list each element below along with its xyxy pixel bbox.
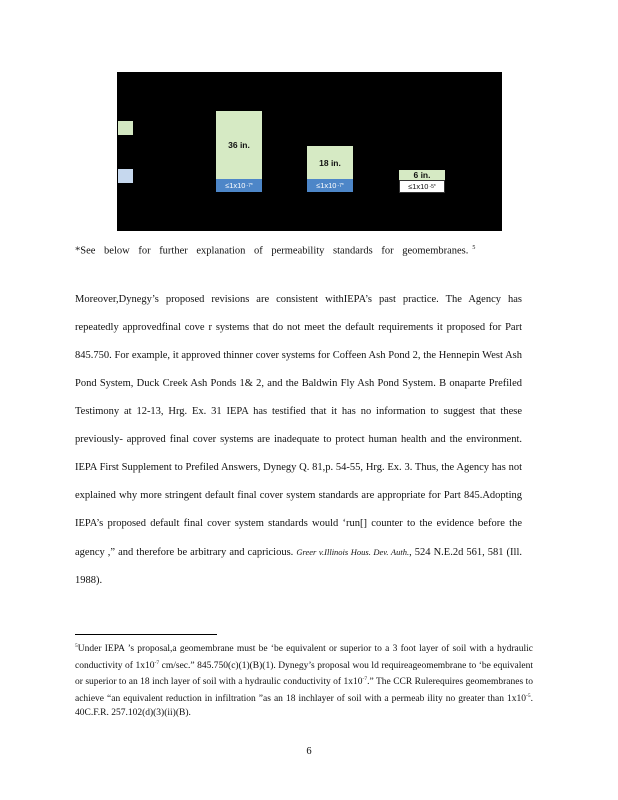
liner-label: ≤1x10 -7* xyxy=(216,179,262,192)
page-number: 6 xyxy=(306,746,312,757)
body-paragraph: Moreover,Dynegy’s proposed revisions are consistent withIEPA’s past practice. The Agency has repeatedly approvedfinal cove r systems that do not meet the default requirements it proposed for Part 845.750. For example, it approved thinner cover systems for Coffeen Ash Pond 2, the Hennepin West Ash Pond System, Duck Creek Ash Ponds 1& 2, and the Baldwin Fly Ash Pond System. B onaparte Prefiled Testimony at 12-13, Hrg. Ex. 31 IEPA has testified that it has no information to suggest that these previously- approved final cover systems are inadequate to protect human health and the environment. IEPA First Supplement to Prefiled Answers, Dynegy Q. 81,p. 54-55, Hrg. Ex. 3. Thus, the Agency has not explained why more stringent default final cover system standards are appropriate for Part 845.Adopting IEPA’s proposed default final cover system standards would ‘run[] counter to the evidence before the agency ,” and therefore be arbitrary and capricious. Greer v.Illinois Hous. Dev. Auth., 524 N.E.2d 561, 581 (Ill. 1988). xyxy=(75,294,523,586)
footnote-divider xyxy=(75,634,217,635)
legend-soil-swatch xyxy=(118,121,133,135)
footnote: $^5$Under IEPA ’s proposal,a geomembrane must be ‘be equivalent or superior to a 3 foot layer of soil with a hydraulic conductivity of $1x10^{-7}$ cm/sec.” 845.750(c)(1)(B)(1). Dynegy’s proposal wou ld requireageomembrane to ‘be equivalent or superior to an 18 inch layer of soil with a hydraulic conductivity of $1x10^{-7}$.” The CCR Rulerequires geomembranes to achieve “an equivalent reduction in infiltration ”as an 18 inchlayer of soil with a permeab ility no greater than $1x10^{-5}$. 40C.F.R. 257.102(d)(3)(ii)(B). xyxy=(75,643,533,718)
soil-layer-label: 6 in. xyxy=(399,170,445,180)
case-citation: Greer v.Illinois Hous. Dev. Auth. xyxy=(296,547,410,557)
bar-6-in xyxy=(399,170,445,193)
footnote-marker: 5 xyxy=(75,643,78,649)
cover-system-figure xyxy=(117,72,502,231)
bar-18-in xyxy=(307,146,353,192)
footnote-reference: 5 xyxy=(472,245,476,251)
soil-layer-label: 36 in. xyxy=(216,111,262,179)
figure-caption: *See below for further explanation of permeability standards for geomembranes. $^5$ xyxy=(75,245,476,257)
liner-label: ≤1x10 -7* xyxy=(307,179,353,192)
liner-label: ≤1x10 -5* xyxy=(399,180,445,193)
legend-liner-swatch xyxy=(118,169,133,183)
soil-layer-label: 18 in. xyxy=(307,146,353,179)
bar-36-in xyxy=(216,111,262,192)
